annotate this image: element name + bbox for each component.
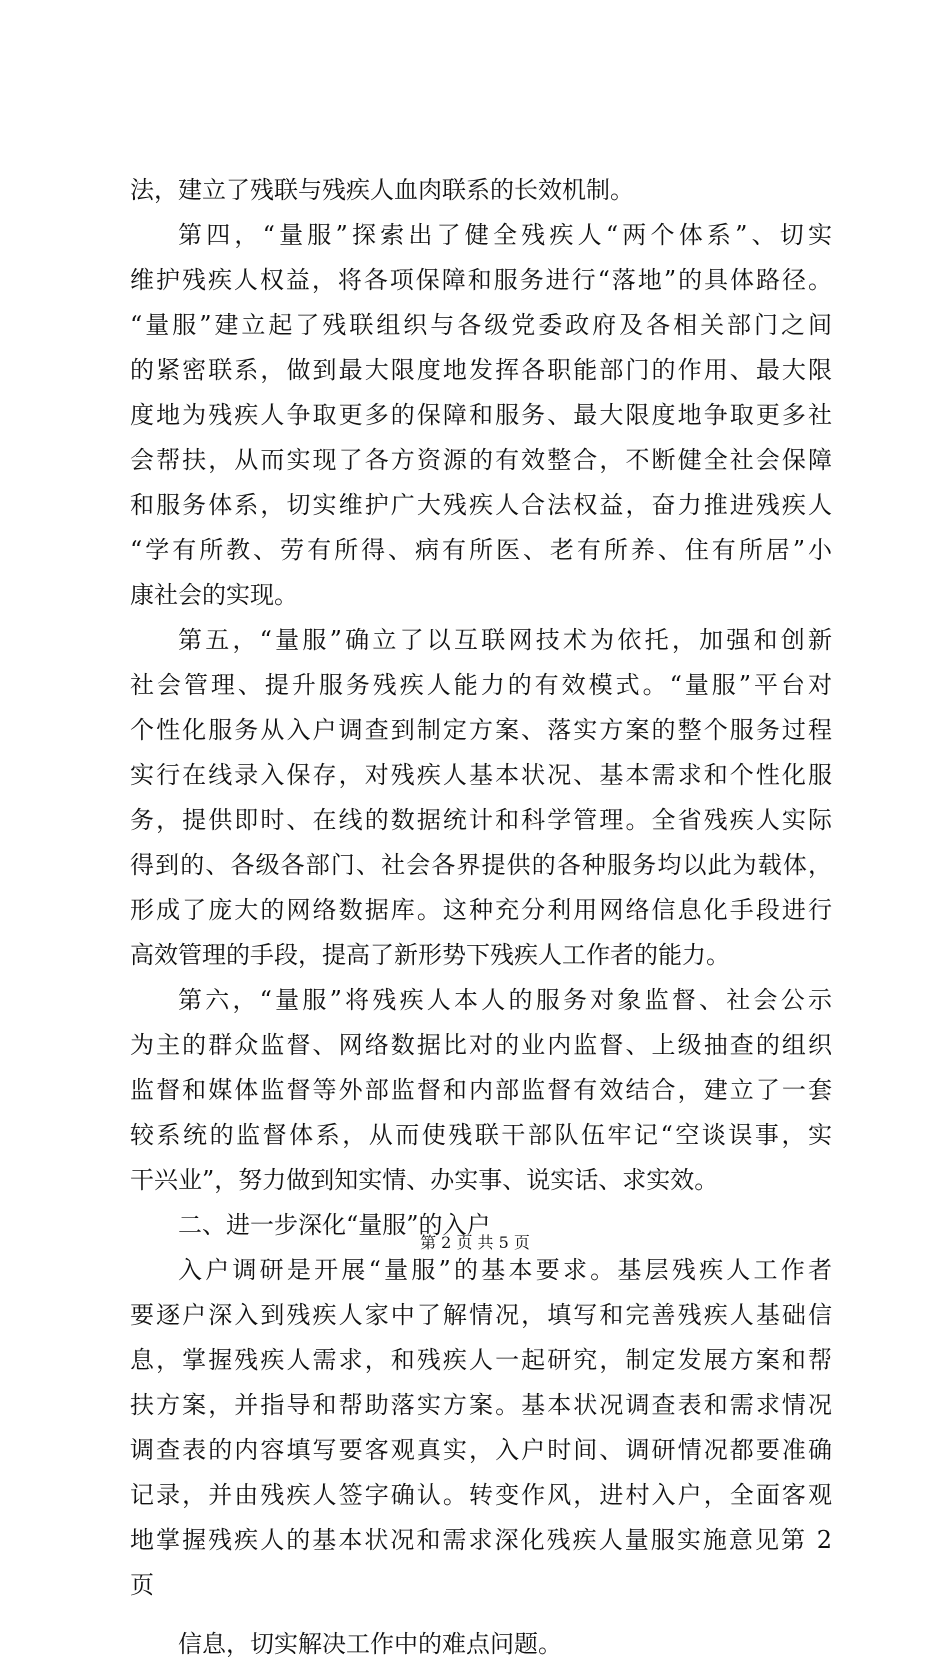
text-line: 会帮扶，从而实现了各方资源的有效整合，不断健全社会保障 xyxy=(130,446,832,474)
text-line: 康社会的实现。 xyxy=(130,581,298,609)
text-line: “学有所教、劳有所得、病有所医、老有所养、住有所居”小 xyxy=(130,536,832,564)
text-line: 页 xyxy=(130,1571,154,1599)
text-line: 监督和媒体监督等外部监督和内部监督有效结合，建立了一套 xyxy=(130,1076,832,1104)
text-line: 法，建立了残联与残疾人血肉联系的长效机制。 xyxy=(130,176,634,204)
text-line: 记录，并由残疾人签字确认。转变作风，进村入户，全面客观 xyxy=(130,1481,832,1509)
text-line: 实行在线录入保存，对残疾人基本状况、基本需求和个性化服 xyxy=(130,761,832,789)
text-line: 高效管理的手段，提高了新形势下残疾人工作者的能力。 xyxy=(130,941,730,969)
text-line: 调查表的内容填写要客观真实，入户时间、调研情况都要准确 xyxy=(130,1436,832,1464)
text-line: 个性化服务从入户调查到制定方案、落实方案的整个服务过程 xyxy=(130,716,832,744)
text-line: 度地为残疾人争取更多的保障和服务、最大限度地争取更多社 xyxy=(130,401,832,429)
text-line: 干兴业”，努力做到知实情、办实事、说实话、求实效。 xyxy=(130,1166,719,1194)
text-line: 入户调研是开展“量服”的基本要求。基层残疾人工作者 xyxy=(178,1256,832,1284)
text-line: 得到的、各级各部门、社会各界提供的各种服务均以此为载体， xyxy=(130,851,832,879)
text-line: 信息，切实解决工作中的难点问题。 xyxy=(178,1630,562,1658)
text-line: 维护残疾人权益，将各项保障和服务进行“落地”的具体路径。 xyxy=(130,266,832,294)
text-line: “量服”建立起了残联组织与各级党委政府及各相关部门之间 xyxy=(130,311,832,339)
body-text xyxy=(130,168,832,1667)
text-line: 第五，“量服”确立了以互联网技术为依托，加强和创新 xyxy=(178,626,832,654)
text-line: 扶方案，并指导和帮助落实方案。基本状况调查表和需求情况 xyxy=(130,1391,832,1419)
text-line: 第四，“量服”探索出了健全残疾人“两个体系”、切实 xyxy=(178,221,832,249)
text-line: 为主的群众监督、网络数据比对的业内监督、上级抽查的组织 xyxy=(130,1031,832,1059)
text-line: 务，提供即时、在线的数据统计和科学管理。全省残疾人实际 xyxy=(130,806,832,834)
text-line: 形成了庞大的网络数据库。这种充分利用网络信息化手段进行 xyxy=(130,896,832,924)
text-line: 第六，“量服”将残疾人本人的服务对象监督、社会公示 xyxy=(178,986,832,1014)
text-line: 要逐户深入到残疾人家中了解情况，填写和完善残疾人基础信 xyxy=(130,1301,832,1329)
text-line: 息，掌握残疾人需求，和残疾人一起研究，制定发展方案和帮 xyxy=(130,1346,832,1374)
page-number-footer: 第 2 页 共 5 页 xyxy=(420,1233,530,1252)
text-line: 和服务体系，切实维护广大残疾人合法权益，奋力推进残疾人 xyxy=(130,491,832,519)
text-line: 的紧密联系，做到最大限度地发挥各职能部门的作用、最大限 xyxy=(130,356,832,384)
text-line: 较系统的监督体系，从而使残联干部队伍牢记“空谈误事，实 xyxy=(130,1121,832,1149)
section-heading: 二、进一步深化“量服”的入户 xyxy=(178,1211,491,1239)
text-line: 社会管理、提升服务残疾人能力的有效模式。“量服”平台对 xyxy=(130,671,832,699)
text-line: 地掌握残疾人的基本状况和需求深化残疾人量服实施意见第 2 xyxy=(130,1526,832,1554)
